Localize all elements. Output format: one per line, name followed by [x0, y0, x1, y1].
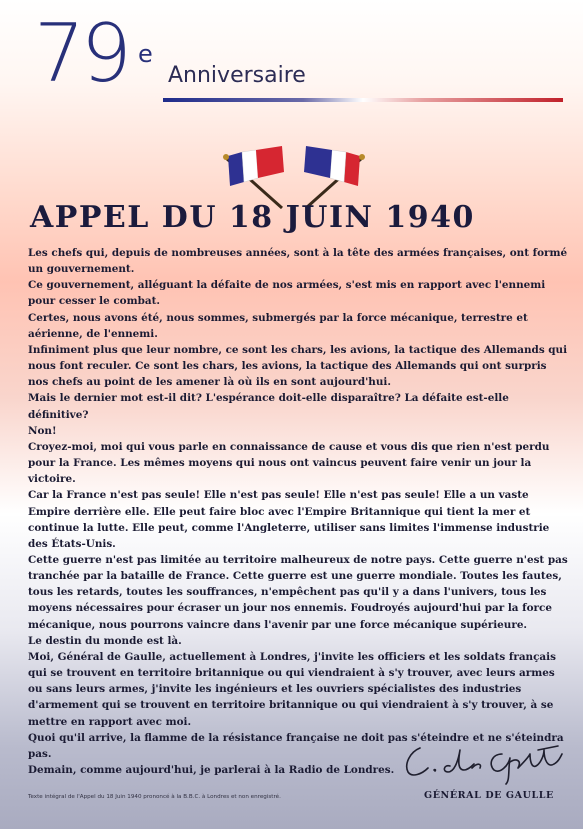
appeal-paragraph: Demain, comme aujourd'hui, je parlerai à la Radio de Londres.: [28, 764, 395, 776]
appeal-paragraph: Cette guerre n'est pas limitée au territoire malheureux de notre pays. Cette guerre n'est pas tranchée par la bataille de France. Cette guerre est une guerre mondiale. Toutes les fautes, tous les retards, toutes les souffrances, n'empêchent pas qu'il y a dans l'univers, tous les moyens nécessaires pour écraser un jour nos ennemis. Foudroyés aujourd'hui par la force mécanique, nous pourrons vaincre dans l'avenir par une force mécanique supérieure.: [28, 553, 568, 631]
signatory-name: GÉNÉRAL DE GAULLE: [424, 790, 554, 801]
tricolor-rule: [163, 98, 563, 102]
appeal-paragraph: Car la France n'est pas seule! Elle n'est pas seule! Elle n'est pas seule! Elle a un vaste Empire derrière elle. Elle peut faire bloc avec l'Empire Britannique qui tient la mer et continue la lutte. Elle peut, comme l'Angleterre, utiliser sans limites l'immense industrie des États-Unis.: [28, 489, 550, 550]
anniversary-label: Anniversaire: [168, 63, 306, 88]
appeal-paragraph: Ce gouvernement, alléguant la défaite de nos armées, s'est mis en rapport avec l'ennemi pour cesser le combat.: [28, 279, 546, 308]
page-title: APPEL DU 18 JUIN 1940: [30, 200, 475, 235]
appeal-paragraph: Quoi qu'il arrive, la flamme de la résistance française ne doit pas s'éteindre et ne s'éteindra pas.: [28, 731, 564, 760]
appeal-paragraph: Le destin du monde est là.: [28, 634, 182, 647]
signature-icon: [398, 728, 568, 788]
appeal-paragraph: Mais le dernier mot est-il dit? L'espérance doit-elle disparaître? La défaite est-elle définitive?: [28, 392, 509, 421]
anniversary-ordinal-suffix: e: [138, 40, 153, 68]
appeal-text: [28, 245, 568, 778]
appeal-paragraph: Les chefs qui, depuis de nombreuses années, sont à la tête des armées françaises, ont formé un gouvernement.: [28, 247, 568, 276]
footnote: Texte intégral de l'Appel du 18 Juin 1940 prononcé à la B.B.C. à Londres et non enregistré.: [28, 794, 281, 800]
appeal-paragraph: Non!: [28, 424, 57, 437]
appeal-paragraph: Moi, Général de Gaulle, actuellement à Londres, j'invite les officiers et les soldats français qui se trouvent en territoire britannique ou qui viendraient à s'y trouver, avec leurs armes ou sans leurs armes, j'invite les ingénieurs et les ouvriers spécialistes des industries d'armement qui se trouvent en territoire britannique ou qui viendraient à s'y trouver, à se mettre en rapport avec moi.: [28, 650, 556, 728]
anniversary-number: 79: [34, 7, 128, 100]
appeal-paragraph: Certes, nous avons été, nous sommes, submergés par la force mécanique, terrestre et aérienne, de l'ennemi.: [28, 311, 528, 340]
appeal-paragraph: Croyez-moi, moi qui vous parle en connaissance de cause et vous dis que rien n'est perdu pour la France. Les mêmes moyens qui nous ont vaincus peuvent faire venir un jour la victoire.: [28, 440, 550, 486]
appeal-paragraph: Infiniment plus que leur nombre, ce sont les chars, les avions, la tactique des Allemands qui nous font reculer. Ce sont les chars, les avions, la tactique des Allemands qui ont surpris nos chefs au point de les amener là où ils en sont aujourd'hui.: [28, 343, 568, 389]
